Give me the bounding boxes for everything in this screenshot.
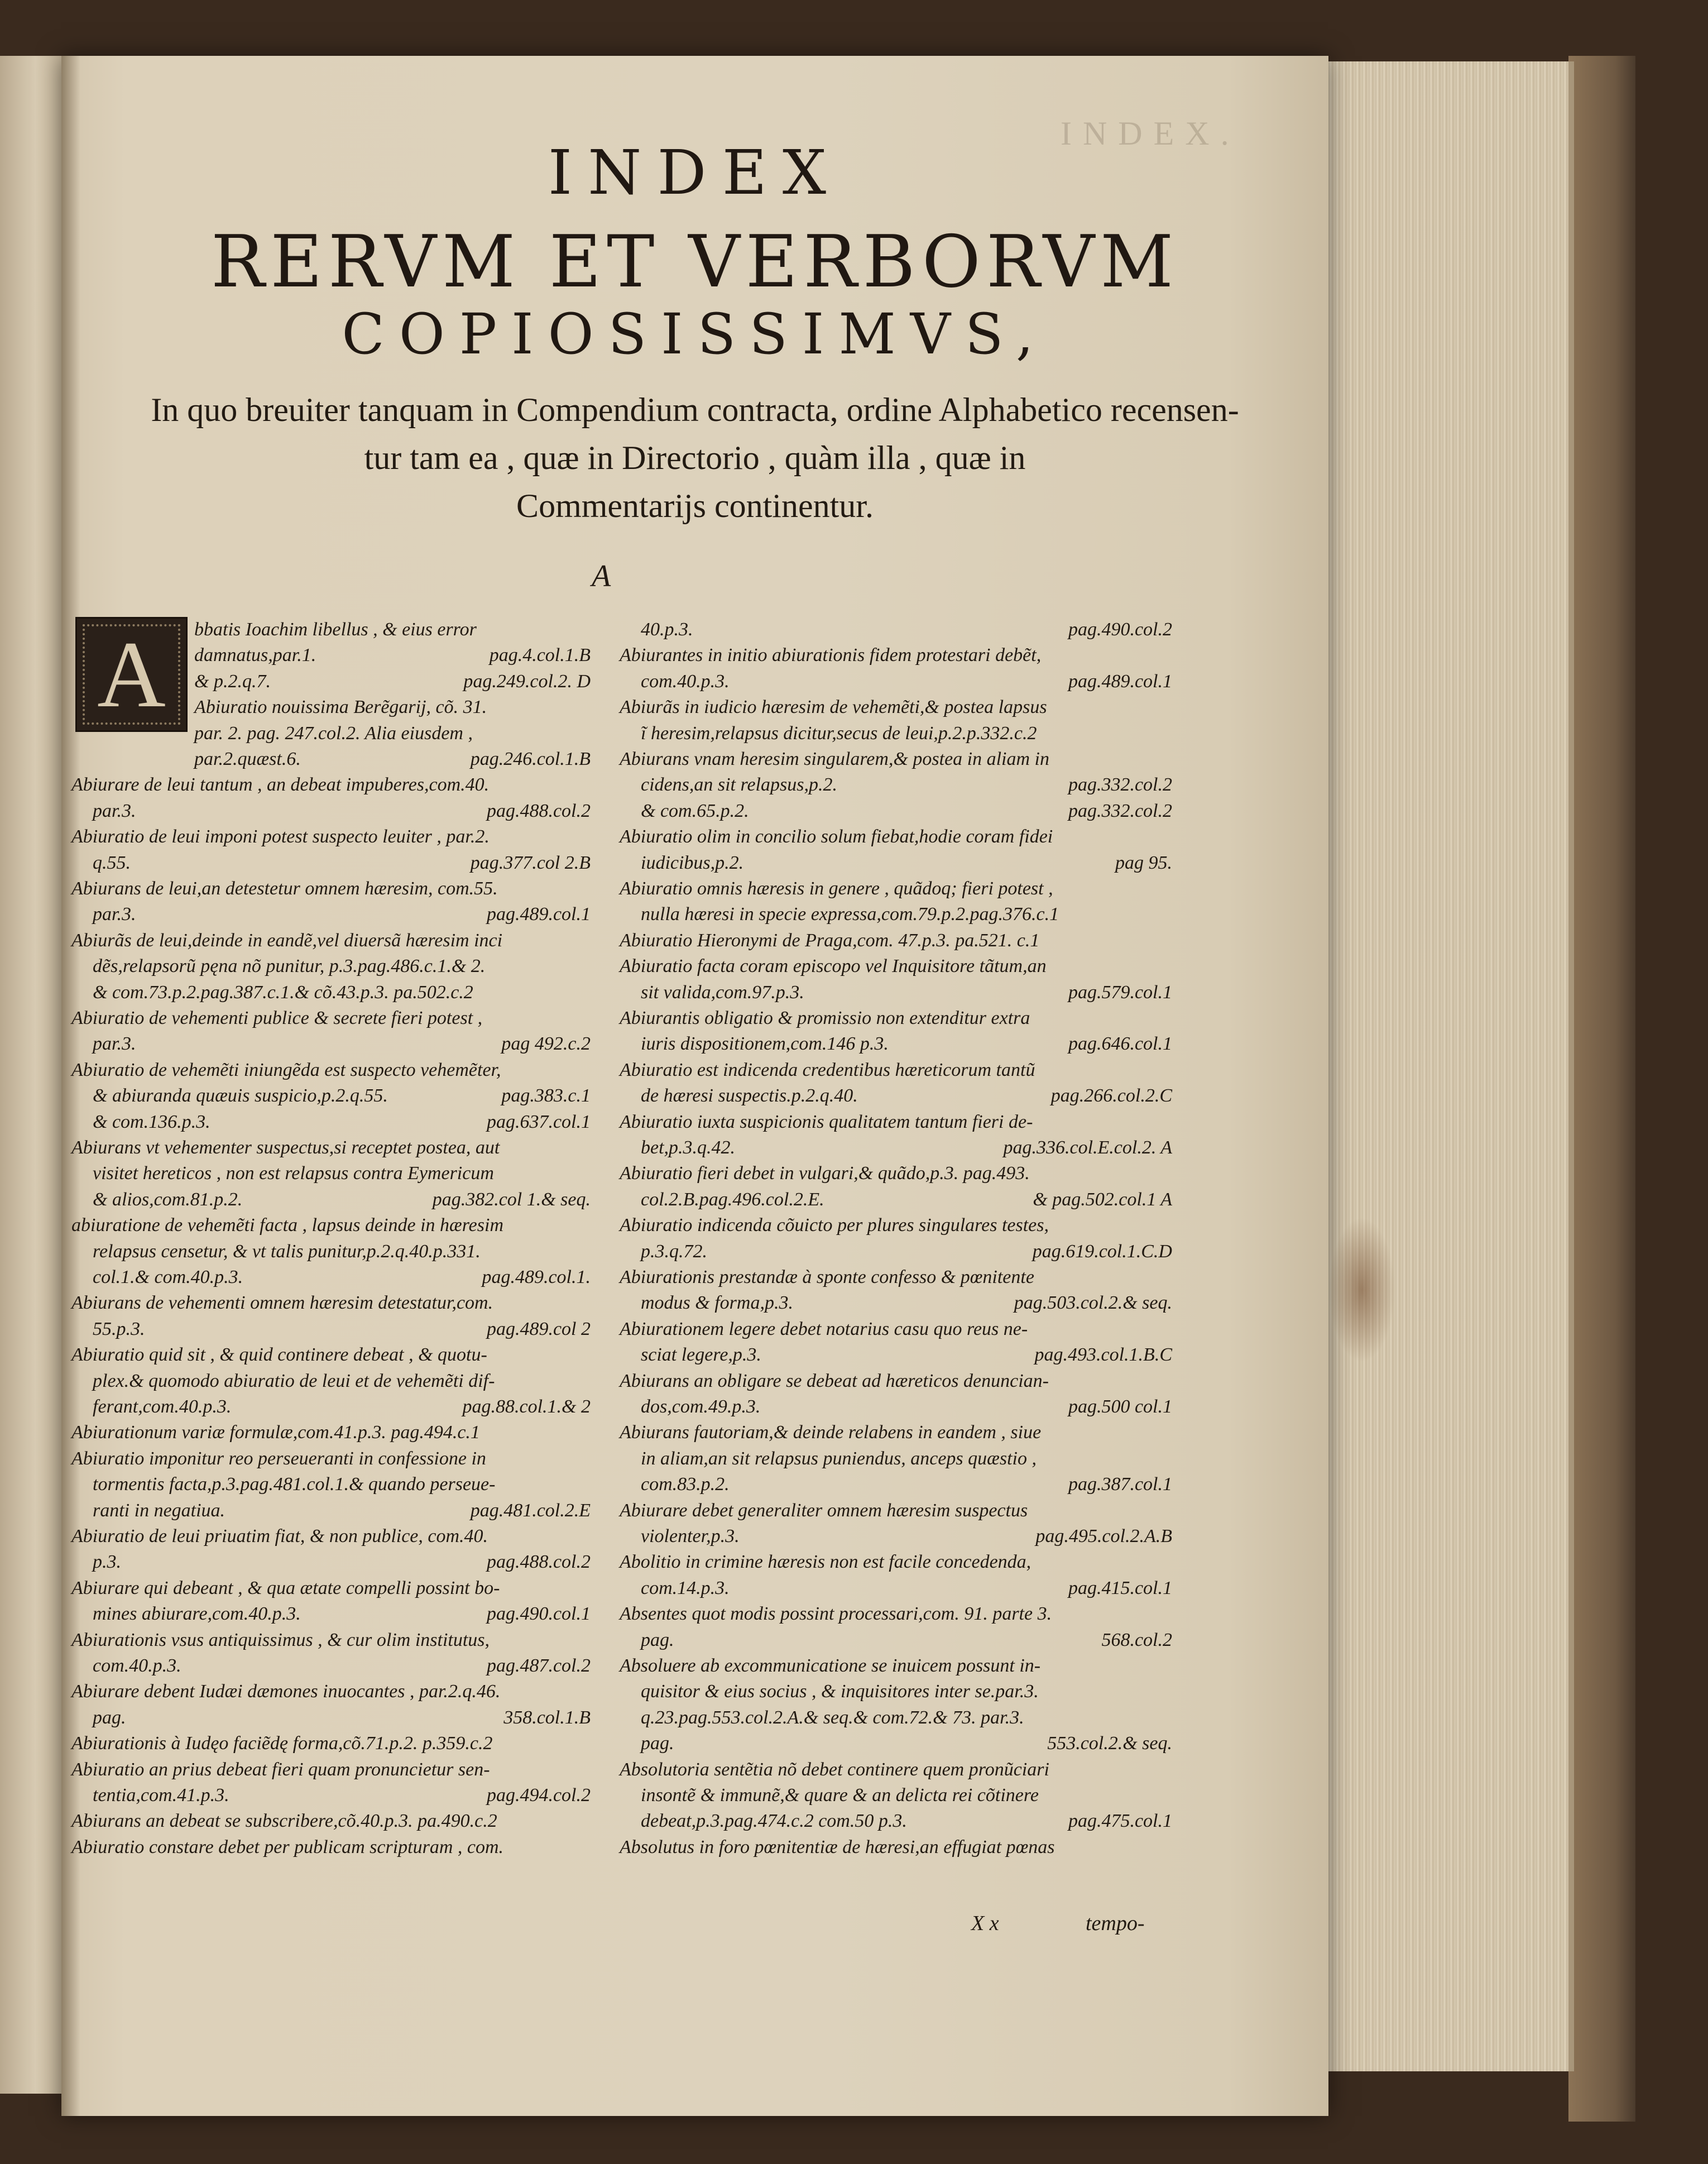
entry-text: ranti in negatiua. xyxy=(93,1500,226,1521)
entry-text: Abiurare de leui tantum , an debeat impuberes,com.40. xyxy=(71,774,490,796)
index-entry-line xyxy=(620,1576,1172,1601)
entry-text: 55.p.3. xyxy=(93,1318,145,1339)
index-entry-line xyxy=(71,1316,591,1342)
entry-page-reference: pag.475.col.1 xyxy=(1068,1811,1172,1832)
index-entry-line xyxy=(620,1342,1172,1368)
entry-text: & p.2.q.7. xyxy=(194,671,271,692)
index-entry-line xyxy=(71,1057,591,1083)
entry-text: iudicibus,p.2. xyxy=(641,852,744,873)
entry-page-reference: pag.336.col.E.col.2. A xyxy=(1003,1137,1172,1158)
entry-text: p.3. xyxy=(93,1552,121,1573)
entry-text: & alios,com.81.p.2. xyxy=(93,1189,243,1210)
index-entry-line xyxy=(620,1290,1172,1316)
entry-text: Abolitio in crimine hæresis non est facile concedenda, xyxy=(620,1552,1031,1573)
index-entry-line xyxy=(620,876,1172,902)
entry-text: Abiurans vnam heresim singularem,& postea in aliam in xyxy=(620,749,1049,769)
index-entry-line xyxy=(620,1783,1172,1808)
entry-text: Abiurare debent Iudæi dæmones inuocantes , par.2.q.46. xyxy=(71,1681,501,1702)
index-entry-line xyxy=(71,980,591,1006)
entry-text: mines abiurare,com.40.p.3. xyxy=(93,1603,301,1625)
entry-page-reference: pag.481.col.2.E xyxy=(470,1500,591,1521)
entry-page-reference: pag.503.col.2.& seq. xyxy=(1014,1292,1172,1314)
entry-text: com.40.p.3. xyxy=(641,671,730,692)
entry-page-reference: pag.4.col.1.B xyxy=(489,645,591,666)
index-entry-line xyxy=(620,1109,1172,1135)
title-copiosissimus: COPIOSISSIMVS, xyxy=(342,301,1048,367)
entry-text: col.2.B.pag.496.col.2.E. xyxy=(641,1189,824,1210)
entry-text: Abiurationis vsus antiquissimus , & cur olim institutus, xyxy=(71,1629,490,1650)
index-entry-line xyxy=(620,1679,1172,1705)
entry-text: com.40.p.3. xyxy=(93,1655,181,1676)
entry-page-reference: pag.88.col.1.& 2 xyxy=(462,1396,591,1417)
entry-page-reference: & pag.502.col.1 A xyxy=(1033,1189,1172,1210)
index-entry-line xyxy=(71,772,591,798)
index-entry-line xyxy=(620,1083,1172,1109)
entry-text: dẽs,relapsorũ pęna nõ punitur, p.3.pag.486.c.1.& 2. xyxy=(93,956,486,977)
entry-text: Abiurans vt vehementer suspectus,si receptet postea, aut xyxy=(71,1137,500,1158)
entry-text: bet,p.3.q.42. xyxy=(641,1137,736,1158)
index-entry-line xyxy=(71,1394,591,1420)
entry-page-reference: pag.249.col.2. D xyxy=(463,671,591,692)
entry-page-reference: pag.383.c.1 xyxy=(501,1085,591,1107)
index-entry-line xyxy=(620,1265,1172,1290)
index-entry-line xyxy=(620,1057,1172,1083)
index-entry-line xyxy=(620,1524,1172,1549)
entry-page-reference: pag.495.col.2.A.B xyxy=(1035,1526,1172,1547)
index-entry-line xyxy=(71,1498,591,1524)
entry-text: Abiurantis obligatio & promissio non extenditur extra xyxy=(620,1008,1030,1028)
index-entry-line xyxy=(620,1031,1172,1057)
entry-text: Abiuratio indicenda cõuicto per plures singulares testes, xyxy=(620,1215,1049,1236)
index-entry-line xyxy=(71,1109,591,1135)
water-stain xyxy=(1328,1217,1395,1362)
entry-page-reference: pag.266.col.2.C xyxy=(1050,1085,1172,1107)
entry-text: Abiuratio constare debet per publicam scripturam , com. xyxy=(71,1836,504,1857)
index-entry-line xyxy=(620,1757,1172,1783)
entry-text: sciat legere,p.3. xyxy=(641,1344,761,1366)
index-entry-line xyxy=(620,772,1172,798)
entry-page-reference: pag.332.col.2 xyxy=(1068,774,1172,796)
index-entry-line xyxy=(71,1135,591,1161)
entry-page-reference: pag.415.col.1 xyxy=(1068,1577,1172,1598)
index-entry-line xyxy=(620,746,1172,772)
entry-text: Abiuratio de vehemẽti iniungẽda est suspecto vehemẽter, xyxy=(71,1059,501,1080)
intro-line: In quo breuiter tanquam in Compendium contracta, ordine Alphabetico recensen- xyxy=(151,391,1239,428)
index-entry-line xyxy=(71,1679,591,1705)
entry-text: sit valida,com.97.p.3. xyxy=(641,982,804,1003)
entry-text: Abiurans de vehementi omnem hæresim detestatur,com. xyxy=(71,1292,493,1314)
entry-text: & com.73.p.2.pag.387.c.1.& cõ.43.p.3. pa.502.c.2 xyxy=(93,982,473,1003)
index-entry-line xyxy=(620,1446,1172,1472)
index-entry-line xyxy=(71,1420,591,1445)
entry-page-reference: pag.637.col.1 xyxy=(486,1111,591,1132)
index-entry-line xyxy=(620,1135,1172,1161)
index-entry-line xyxy=(620,1187,1172,1213)
index-entry-line xyxy=(620,1239,1172,1265)
entry-text: Abiurans fautoriam,& deinde relabens in eandem , siue xyxy=(620,1422,1042,1443)
entry-text: Abiuratio olim in concilio solum fiebat,hodie coram fidei xyxy=(620,826,1053,848)
index-entry-line xyxy=(71,1549,591,1575)
entry-text: abiuratione de vehemẽti facta , lapsus deinde in hæresim xyxy=(71,1215,503,1236)
entry-text: Abiurationem legere debet notarius casu quo reus ne- xyxy=(620,1318,1028,1339)
entry-text: quisitor & eius socius , & inquisitores inter se.par.3. xyxy=(641,1681,1039,1702)
entry-text: q.23.pag.553.col.2.A.& seq.& com.72.& 73. par.3. xyxy=(641,1707,1024,1728)
index-entry-line xyxy=(71,1524,591,1549)
intro-line: tur tam ea , quæ in Directorio , quàm illa , quæ in xyxy=(364,439,1026,476)
index-entry-line xyxy=(71,1290,591,1316)
entry-text: col.1.& com.40.p.3. xyxy=(93,1267,243,1287)
entry-text: Abiuratio omnis hæresis in genere , quãdoq; fieri potest , xyxy=(620,878,1053,899)
entry-text: Abiuratio an prius debeat fieri quam pronuncietur sen- xyxy=(71,1759,490,1780)
entry-text: par.3. xyxy=(93,904,136,925)
intro-line: Commentarijs continentur. xyxy=(516,487,874,524)
entry-page-reference: pag.246.col.1.B xyxy=(470,749,591,769)
entry-page-reference: pag.646.col.1 xyxy=(1068,1033,1172,1055)
book-cover-edge xyxy=(1568,56,1635,2122)
title-rerum-et-verborum: RERVM ET VERBORVM xyxy=(210,221,1179,304)
entry-page-reference: pag.387.col.1 xyxy=(1068,1474,1172,1495)
entry-text: relapsus censetur, & vt talis punitur,p.2.q.40.p.331. xyxy=(93,1241,481,1262)
index-entry-line xyxy=(71,902,591,927)
index-entry-line xyxy=(620,1368,1172,1394)
entry-text: de hæresi suspectis.p.2.q.40. xyxy=(641,1085,858,1107)
index-entry-line xyxy=(71,954,591,979)
entry-text: Abiuratio de leui imponi potest suspecto leuiter , par.2. xyxy=(71,826,490,848)
entry-page-reference: pag.489.col.1 xyxy=(1068,671,1172,692)
index-entry-line xyxy=(71,1783,591,1808)
index-entry-line xyxy=(71,1601,591,1627)
entry-text: par.3. xyxy=(93,800,136,821)
index-entry-line xyxy=(71,876,591,902)
index-entry-line xyxy=(71,1627,591,1653)
index-entry-line xyxy=(620,1006,1172,1031)
index-entry-line xyxy=(71,1006,591,1031)
entry-text: Abiuratio de vehementi publice & secrete fieri potest , xyxy=(71,1008,483,1028)
entry-text: ĩ heresim,relapsus dicitur,secus de leui,p.2.p.332.c.2 xyxy=(641,722,1037,744)
index-entry-line xyxy=(71,746,591,772)
entry-text: & abiuranda quæuis suspicio,p.2.q.55. xyxy=(93,1085,388,1107)
index-entry-line xyxy=(71,1576,591,1601)
entry-page-reference: 568.col.2 xyxy=(1101,1629,1172,1650)
entry-text: Abiuratio fieri debet in vulgari,& quãdo,p.3. pag.493. xyxy=(620,1163,1030,1184)
index-entry-line xyxy=(71,1808,591,1834)
index-entry-line xyxy=(71,1368,591,1394)
initial-letter: A xyxy=(97,622,166,727)
entry-text: Abiuratio facta coram episcopo vel Inquisitore tãtum,an xyxy=(620,956,1047,977)
index-entry-line xyxy=(71,643,591,668)
entry-text: pag. xyxy=(641,1733,674,1754)
index-entry-line xyxy=(71,1835,591,1860)
entry-text: insontẽ & immunẽ,& quare & an delicta rei cõtinere xyxy=(641,1785,1039,1806)
entry-text: iuris dispositionem,com.146 p.3. xyxy=(641,1033,889,1055)
entry-page-reference: pag.332.col.2 xyxy=(1068,800,1172,821)
entry-text: Abiurationis prestandæ à sponte confesso & pœnitente xyxy=(620,1267,1034,1287)
index-entry-line xyxy=(620,902,1172,927)
index-entry-line xyxy=(620,798,1172,824)
entry-text: pag. xyxy=(93,1707,126,1728)
entry-text: ferant,com.40.p.3. xyxy=(93,1396,232,1417)
section-letter: A xyxy=(592,559,611,593)
index-entry-line xyxy=(71,669,591,695)
entry-page-reference: pag.377.col 2.B xyxy=(470,852,591,873)
entry-page-reference: pag.487.col.2 xyxy=(486,1655,591,1676)
entry-text: com.14.p.3. xyxy=(641,1577,730,1598)
index-entry-line xyxy=(71,1472,591,1497)
index-entry-line xyxy=(620,1472,1172,1497)
index-entry-line xyxy=(71,1446,591,1472)
entry-page-reference: 553.col.2.& seq. xyxy=(1047,1733,1172,1754)
entry-page-reference: pag.489.col 2 xyxy=(486,1318,591,1339)
index-entry-line xyxy=(620,824,1172,850)
entry-page-reference: pag.382.col 1.& seq. xyxy=(432,1189,591,1210)
entry-text: tormentis facta,p.3.pag.481.col.1.& quando perseue- xyxy=(93,1474,496,1495)
index-entry-line xyxy=(71,1187,591,1213)
entry-page-reference: pag.494.col.2 xyxy=(486,1785,591,1806)
entry-text: debeat,p.3.pag.474.c.2 com.50 p.3. xyxy=(641,1811,907,1832)
index-entry-line xyxy=(620,721,1172,746)
index-entry-line xyxy=(620,617,1172,643)
index-entry-line xyxy=(71,824,591,850)
entry-text: par.3. xyxy=(93,1033,136,1055)
index-entry-line xyxy=(620,1705,1172,1731)
index-entry-line xyxy=(620,1653,1172,1679)
entry-text: par. 2. pag. 247.col.2. Alia eiusdem , xyxy=(194,722,473,744)
signature-mark: X x xyxy=(971,1912,999,1935)
entry-text: Absentes quot modis possint processari,com. 91. parte 3. xyxy=(620,1603,1052,1625)
index-entry-line xyxy=(71,1239,591,1265)
entry-text: modus & forma,p.3. xyxy=(641,1292,793,1314)
entry-text: violenter,p.3. xyxy=(641,1526,740,1547)
index-entry-line xyxy=(71,798,591,824)
entry-text: q.55. xyxy=(93,852,131,873)
index-entry-line xyxy=(71,1757,591,1783)
entry-text: Abiurare qui debeant , & qua ætate compelli possint bo- xyxy=(71,1577,500,1598)
entry-text: Abiurationis à Iudęo faciẽdę forma,cõ.71.p.2. p.359.c.2 xyxy=(71,1733,493,1754)
entry-text: nulla hæresi in specie expressa,com.79.p.2.pag.376.c.1 xyxy=(641,904,1059,925)
index-entry-line xyxy=(620,954,1172,979)
entry-page-reference: pag.493.col.1.B.C xyxy=(1034,1344,1172,1366)
entry-page-reference: pag.489.col.1 xyxy=(486,904,591,925)
catchword: tempo- xyxy=(1086,1912,1145,1935)
index-entry-line xyxy=(71,1213,591,1238)
entry-text: Abiurantes in initio abiurationis fidem protestari debẽt, xyxy=(620,645,1042,666)
index-entry-line xyxy=(71,1083,591,1109)
entry-text: damnatus,par.1. xyxy=(194,645,316,666)
entry-text: com.83.p.2. xyxy=(641,1474,730,1495)
entry-page-reference: pag.489.col.1. xyxy=(482,1267,591,1287)
entry-text: Abiurationum variæ formulæ,com.41.p.3. pag.494.c.1 xyxy=(71,1422,480,1443)
entry-text: in aliam,an sit relapsus puniendus, anceps quæstio , xyxy=(641,1448,1037,1469)
index-entry-line xyxy=(620,1731,1172,1756)
entry-page-reference: pag.490.col.2 xyxy=(1068,619,1172,640)
entry-text: pag. xyxy=(641,1629,674,1650)
index-entry-line xyxy=(620,1549,1172,1575)
index-entry-line xyxy=(620,928,1172,954)
entry-text: Abiuratio imponitur reo perseueranti in confessione in xyxy=(71,1448,486,1469)
show-through-text: INDEX. xyxy=(1061,115,1240,152)
index-entry-line xyxy=(620,980,1172,1006)
entry-text: cidens,an sit relapsus,p.2. xyxy=(641,774,837,796)
index-entry-line xyxy=(620,1213,1172,1238)
index-entry-line xyxy=(620,643,1172,668)
entry-text: plex.& quomodo abiuratio de leui et de vehemẽti dif- xyxy=(93,1370,495,1391)
entry-text: Abiuratio Hieronymi de Praga,com. 47.p.3. pa.521. c.1 xyxy=(620,930,1040,951)
index-entry-line xyxy=(71,617,591,643)
index-entry-line xyxy=(620,1394,1172,1420)
entry-text: Abiuratio nouissima Berẽgarij, cõ. 31. xyxy=(194,697,487,718)
entry-text: Abiurans de leui,an detestetur omnem hæresim, com.55. xyxy=(71,878,498,899)
index-entry-line xyxy=(620,1835,1172,1860)
entry-text: Absolutoria sentẽtia nõ debet continere quem pronũciari xyxy=(620,1759,1049,1780)
entry-text: & com.65.p.2. xyxy=(641,800,749,821)
entry-text: Abiurãs in iudicio hæresim de vehemẽti,& postea lapsus xyxy=(620,697,1047,718)
entry-text: Abiuratio de leui priuatim fiat, & non publice, com.40. xyxy=(71,1526,488,1547)
entry-page-reference: pag 492.c.2 xyxy=(501,1033,591,1055)
index-entry-line xyxy=(620,669,1172,695)
index-entry-line xyxy=(620,1316,1172,1342)
index-entry-line xyxy=(620,1808,1172,1834)
index-entry-line xyxy=(71,1731,591,1756)
entry-page-reference: pag.619.col.1.C.D xyxy=(1032,1241,1172,1262)
entry-page-reference: pag.579.col.1 xyxy=(1068,982,1172,1003)
entry-text: Abiurans an debeat se subscribere,cõ.40.p.3. pa.490.c.2 xyxy=(71,1811,497,1832)
index-entry-line xyxy=(71,1031,591,1057)
entry-text: bbatis Ioachim libellus , & eius error xyxy=(194,619,477,640)
entry-text: Abiurãs de leui,deinde in eandẽ,vel diuersã hæresim inci xyxy=(71,930,503,951)
index-entry-line xyxy=(71,928,591,954)
index-entry-line xyxy=(620,1161,1172,1186)
entry-text: & com.136.p.3. xyxy=(93,1111,210,1132)
entry-page-reference: pag.500 col.1 xyxy=(1068,1396,1172,1417)
entry-page-reference: pag.488.col.2 xyxy=(486,800,591,821)
index-entry-line xyxy=(620,1627,1172,1653)
entry-text: Absolutus in foro pœnitentiæ de hæresi,an effugiat pœnas xyxy=(620,1836,1055,1857)
entry-text: Abiurare debet generaliter omnem hæresim suspectus xyxy=(620,1500,1028,1521)
entry-text: par.2.quæst.6. xyxy=(194,749,301,769)
index-entry-line xyxy=(71,1653,591,1679)
index-entry-line xyxy=(71,721,591,746)
index-entry-line xyxy=(71,1342,591,1368)
entry-text: Abiurans an obligare se debeat ad hæreticos denuncian- xyxy=(620,1370,1049,1391)
index-entry-line xyxy=(71,1705,591,1731)
entry-page-reference: 358.col.1.B xyxy=(503,1707,591,1728)
index-entry-line xyxy=(620,695,1172,720)
entry-text: visitet hereticos , non est relapsus contra Eymericum xyxy=(93,1163,494,1184)
entry-page-reference: pag 95. xyxy=(1115,852,1172,873)
entry-text: Abiuratio quid sit , & quid continere debeat , & quotu- xyxy=(71,1344,487,1366)
entry-text: dos,com.49.p.3. xyxy=(641,1396,761,1417)
entry-text: tentia,com.41.p.3. xyxy=(93,1785,229,1806)
entry-text: Abiuratio iuxta suspicionis qualitatem tantum fieri de- xyxy=(620,1111,1033,1132)
index-entry-line xyxy=(71,695,591,720)
title-index: INDEX xyxy=(548,137,842,208)
entry-text: Absoluere ab excommunicatione se inuicem possunt in- xyxy=(620,1655,1041,1676)
index-entry-line xyxy=(71,1265,591,1290)
page-edges xyxy=(1301,61,1574,2071)
index-entry-line xyxy=(71,850,591,876)
index-entry-line xyxy=(71,1161,591,1186)
index-entry-line xyxy=(620,1601,1172,1627)
entry-page-reference: pag.490.col.1 xyxy=(486,1603,591,1625)
entry-page-reference: pag.488.col.2 xyxy=(486,1552,591,1573)
entry-text: 40.p.3. xyxy=(641,619,693,640)
index-entry-line xyxy=(620,850,1172,876)
entry-text: Abiuratio est indicenda credentibus hæreticorum tantũ xyxy=(620,1059,1035,1080)
index-entry-line xyxy=(620,1420,1172,1445)
entry-text: p.3.q.72. xyxy=(641,1241,707,1262)
index-entry-line xyxy=(620,1498,1172,1524)
